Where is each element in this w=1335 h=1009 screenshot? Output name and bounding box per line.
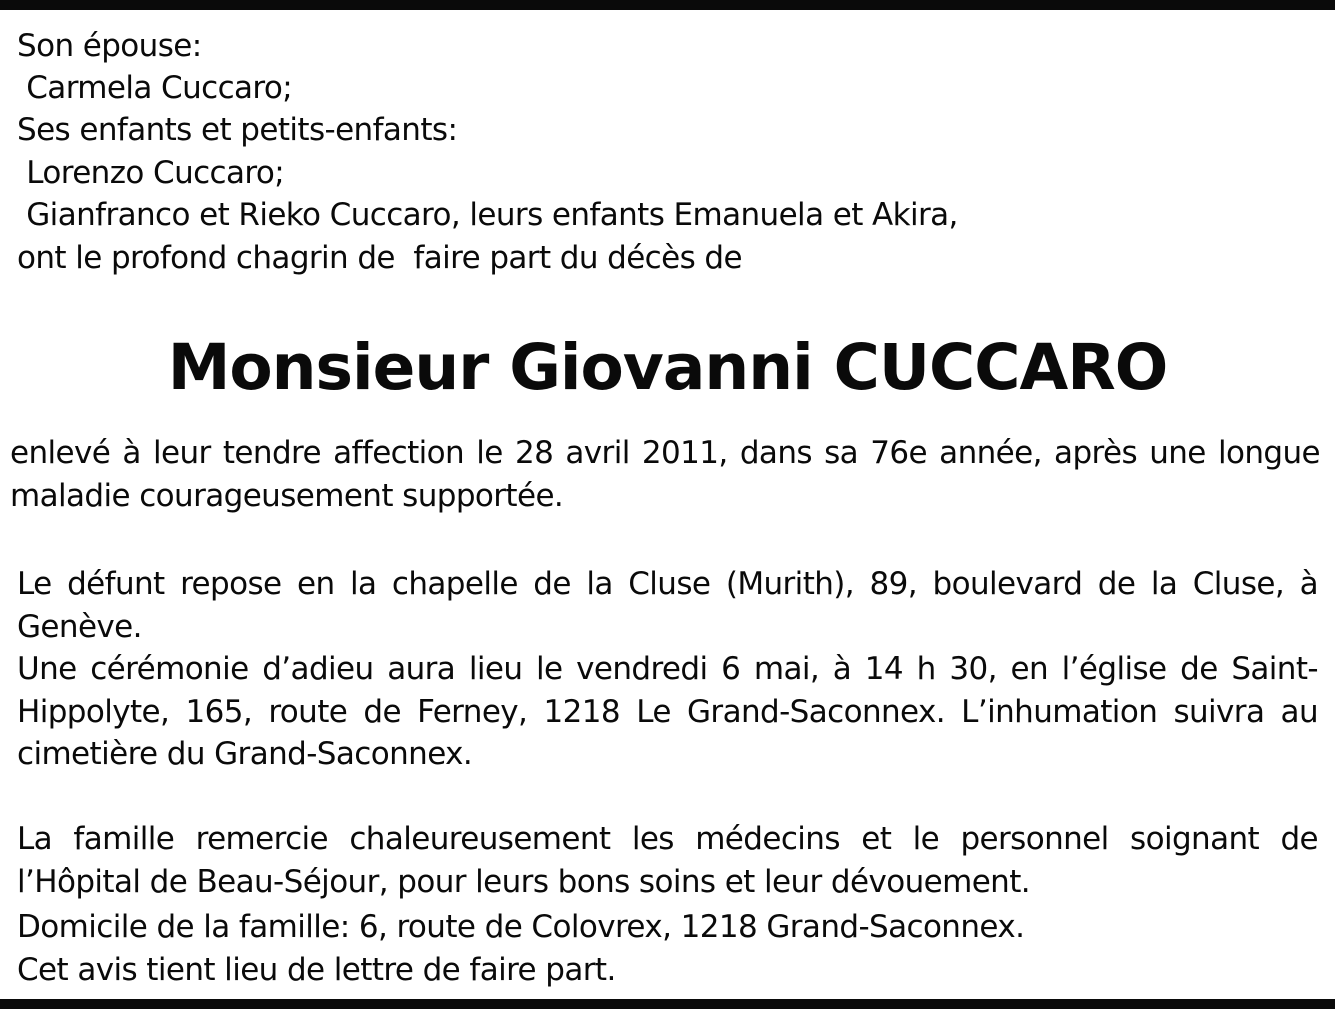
ceremony-line-2: Hippolyte, 165, route de Ferney, 1218 Le Grand-Saconnex. L’inhumation suivra au (17, 694, 1318, 730)
spouse-label: Son épouse: (17, 28, 202, 64)
announcement-line: ont le profond chagrin de faire part du décès de (17, 240, 742, 276)
top-border-rule (0, 0, 1335, 10)
rest-line-1: Le défunt repose en la chapelle de la Cluse (Murith), 89, boulevard de la Cluse, à (17, 566, 1318, 602)
bottom-border-rule (0, 999, 1335, 1009)
child-gianfranco: Gianfranco et Rieko Cuccaro, leurs enfants Emanuela et Akira, (17, 197, 958, 233)
ceremony-line-3: cimetière du Grand-Saconnex. (17, 736, 473, 772)
deceased-name: Monsieur Giovanni CUCCARO (167, 331, 1168, 404)
ceremony-line-1: Une cérémonie d’adieu aura lieu le vendredi 6 mai, à 14 h 30, en l’église de Saint- (17, 651, 1318, 687)
child-lorenzo: Lorenzo Cuccaro; (17, 155, 285, 191)
thanks-line-2: l’Hôpital de Beau-Séjour, pour leurs bons soins et leur dévouement. (17, 864, 1031, 900)
notice-statement: Cet avis tient lieu de lettre de faire part. (17, 952, 616, 988)
spouse-name: Carmela Cuccaro; (17, 70, 293, 106)
death-line-1: enlevé à leur tendre affection le 28 avril 2011, dans sa 76e année, après une longue (10, 435, 1320, 471)
rest-line-2: Genève. (17, 609, 142, 645)
death-line-2: maladie courageusement supportée. (10, 478, 564, 514)
children-label: Ses enfants et petits-enfants: (17, 112, 458, 148)
family-domicile: Domicile de la famille: 6, route de Colovrex, 1218 Grand-Saconnex. (17, 909, 1025, 945)
thanks-line-1: La famille remercie chaleureusement les médecins et le personnel soignant de (17, 821, 1318, 857)
